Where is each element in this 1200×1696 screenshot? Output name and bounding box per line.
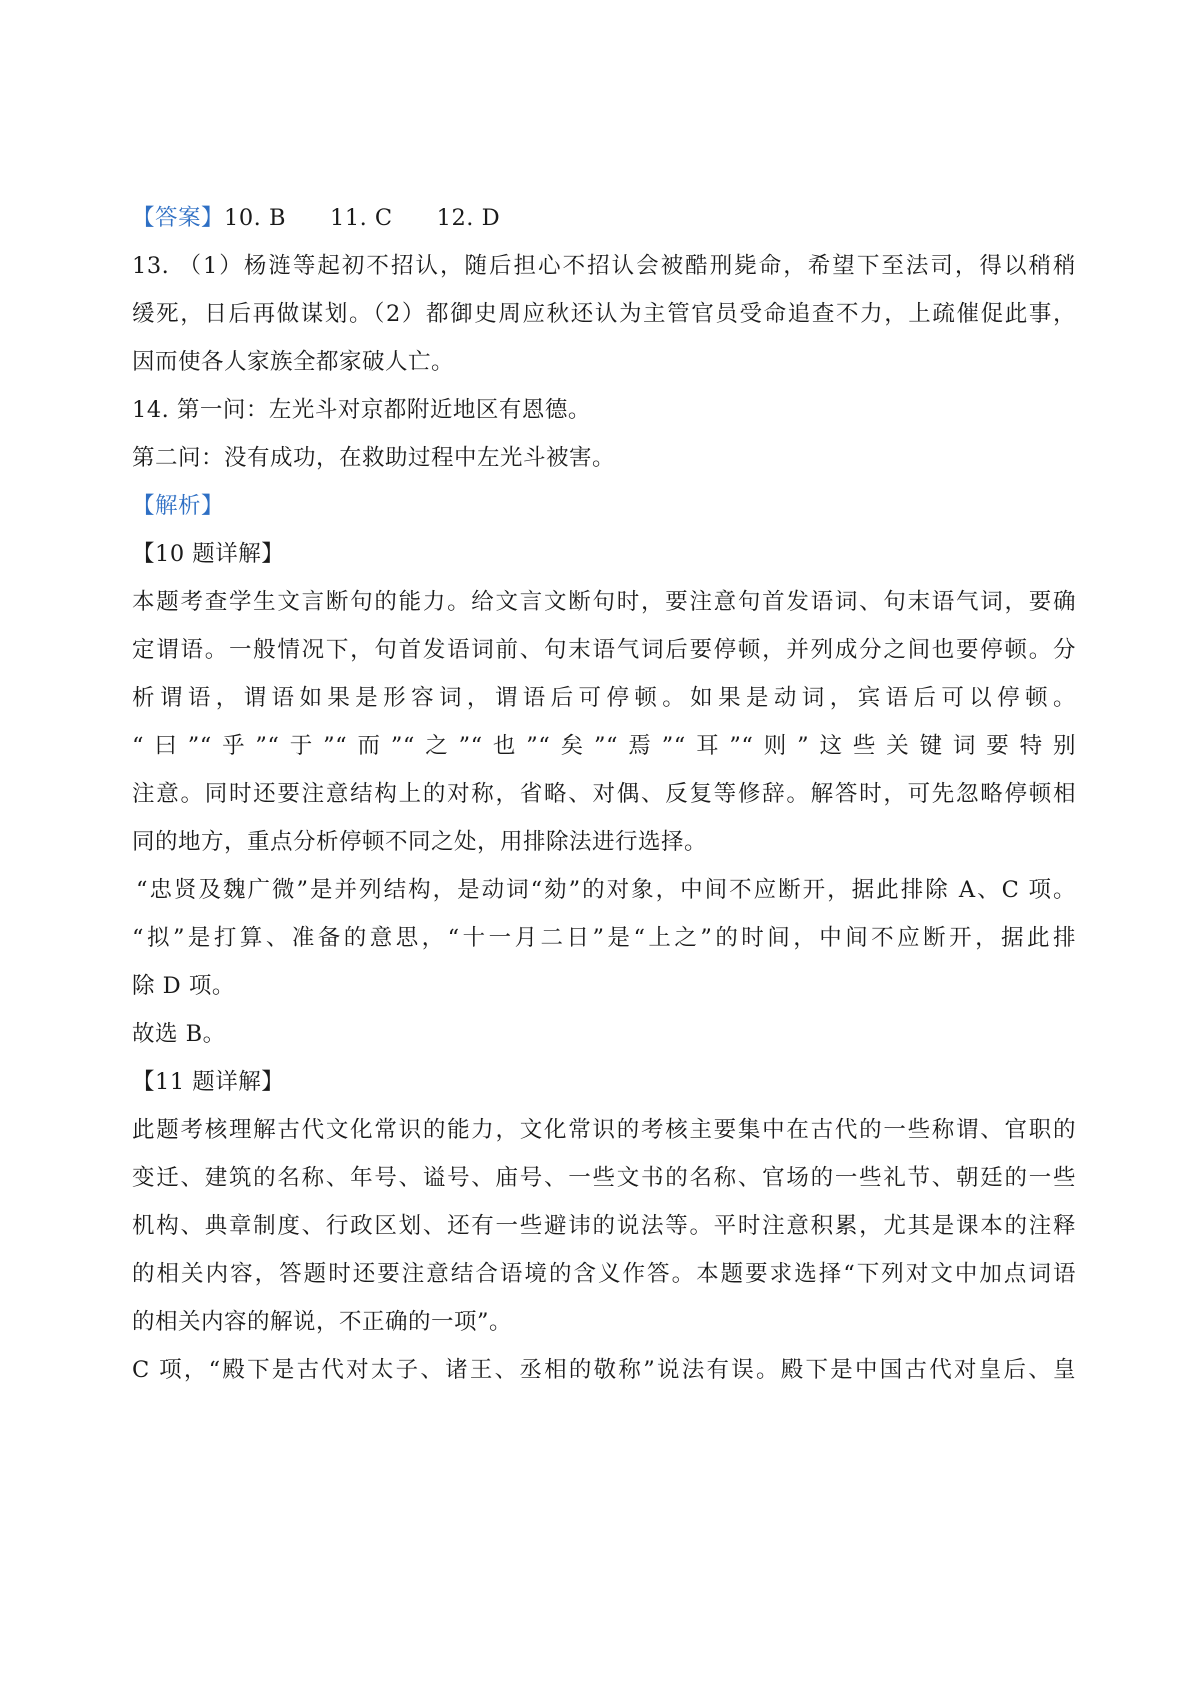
paragraph-line: “忠贤及魏广微”是并列结构，是动词“劾”的对象，中间不应断开，据此排除 A、C 项。 [136, 877, 1076, 903]
paragraph-line: 此题考核理解古代文化常识的能力，文化常识的考核主要集中在古代的一些称谓、官职的 [132, 1117, 1076, 1143]
answer-line [132, 194, 1076, 242]
q14-line-1: 14. 第一问：左光斗对京都附近地区有恩德。 [132, 397, 591, 423]
analysis-heading: 【解析】 [132, 493, 225, 519]
paragraph-line: 的相关内容的解说，不正确的一项”。 [132, 1309, 513, 1335]
answer-q10: 10. B [224, 205, 286, 231]
paragraph-line: 注意。同时还要注意结构上的对称，省略、对偶、反复等修辞。解答时，可先忽略停顿相 [132, 781, 1076, 807]
paragraph-line: 定谓语。一般情况下，句首发语词前、句末语气词后要停顿，并列成分之间也要停顿。分 [132, 637, 1076, 663]
q13-line-1: 13. （1）杨涟等起初不招认，随后担心不招认会被酷刑毙命，希望下至法司，得以稍稍 [132, 253, 1076, 279]
answer-q12: 12. D [436, 205, 501, 231]
paragraph-line: “拟”是打算、准备的意思，“十一月二日”是“上之”的时间，中间不应断开，据此排 [132, 925, 1076, 951]
detail11-heading: 【11 题详解】 [132, 1069, 285, 1095]
paragraph-line: 除 D 项。 [132, 973, 235, 999]
q13-line-3: 因而使各人家族全都家破人亡。 [132, 349, 455, 375]
paragraph-line: 析谓语，谓语如果是形容词，谓语后可停顿。如果是动词，宾语后可以停顿。 [132, 685, 1076, 711]
q13-line-2: 缓死，日后再做谋划。（2）都御史周应秋还认为主管官员受命追查不力，上疏催促此事， [132, 301, 1076, 327]
document-page [132, 194, 1076, 1394]
paragraph-line: 变迁、建筑的名称、年号、谥号、庙号、一些文书的名称、官场的一些礼节、朝廷的一些 [132, 1165, 1076, 1191]
paragraph-line: C 项，“殿下是古代对太子、诸王、丞相的敬称”说法有误。殿下是中国古代对皇后、皇 [132, 1357, 1076, 1383]
answer-q11: 11. C [330, 205, 393, 231]
paragraph-line: “曰”“乎”“于”“而”“之”“也”“矣”“焉”“耳”“则”这些关键词要特别 [132, 733, 1076, 759]
answer-tag: 【答案】 [132, 205, 225, 231]
q14-line-2: 第二问：没有成功，在救助过程中左光斗被害。 [132, 445, 616, 471]
detail10-heading: 【10 题详解】 [132, 541, 285, 567]
paragraph-line: 的相关内容，答题时还要注意结合语境的含义作答。本题要求选择“下列对文中加点词语 [132, 1261, 1076, 1287]
paragraph-line: 同的地方，重点分析停顿不同之处，用排除法进行选择。 [132, 829, 708, 855]
paragraph-line: 本题考查学生文言断句的能力。给文言文断句时，要注意句首发语词、句末语气词，要确 [132, 589, 1076, 615]
paragraph-line: 机构、典章制度、行政区划、还有一些避讳的说法等。平时注意积累，尤其是课本的注释 [132, 1213, 1076, 1239]
paragraph-line: 故选 B。 [132, 1021, 226, 1047]
